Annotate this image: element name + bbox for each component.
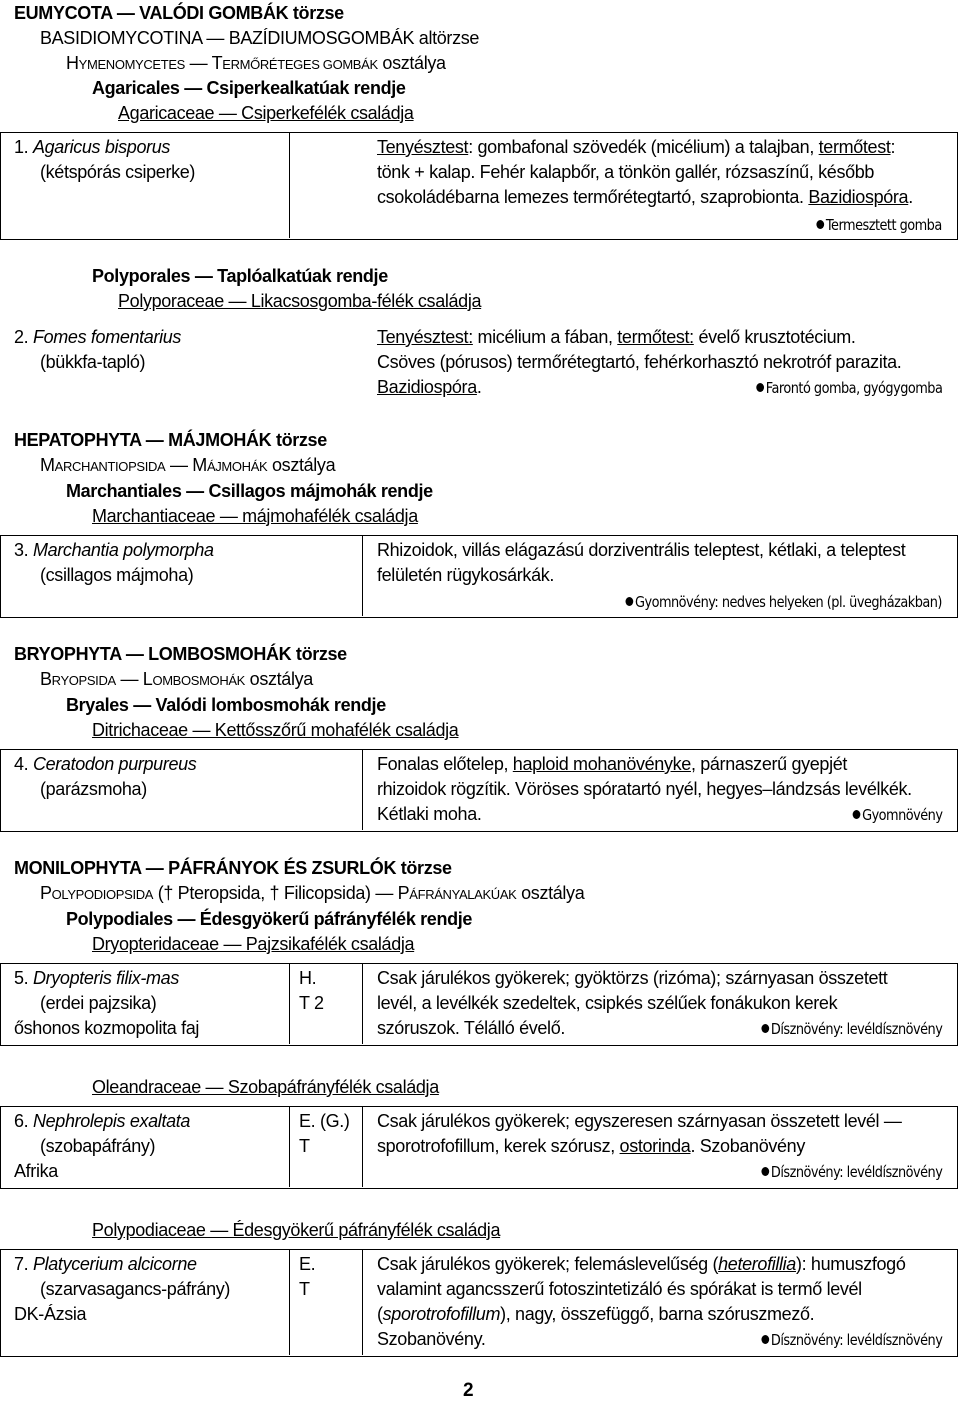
usage-tag: Gyomnövény — [852, 804, 942, 826]
column-divider — [289, 1249, 290, 1355]
family-heading-dryopteridaceae: Dryopteridaceae — Pajzsikafélék családja — [92, 934, 415, 954]
species-common-name: (parázsmoha) — [40, 779, 147, 799]
bullet-icon — [817, 220, 825, 229]
class-heading-liverworts: MARCHANTIOPSIDA — MÁJMOHÁK osztálya — [40, 455, 336, 475]
description-line: Szobanövény. — [377, 1329, 486, 1349]
family-heading-oleandraceae: Oleandraceae — Szobapáfrányfélék családja — [92, 1077, 439, 1097]
column-divider — [289, 963, 290, 1044]
description-line: rhizoidok rögzítik. Vöröses spóratartó nyél, hegyes–lándzsás levélkék. — [377, 779, 912, 799]
species-common-name: (csillagos májmoha) — [40, 565, 194, 585]
species-name: 2. Fomes fomentarius — [14, 327, 182, 347]
column-divider — [289, 132, 290, 238]
phylum-heading-ferns: MONILOPHYTA — PÁFRÁNYOK ÉS ZSURLÓK törzse — [14, 858, 452, 878]
page-number: 2 — [463, 1380, 474, 1401]
family-heading-liverworts: Marchantiaceae — májmohafélék családja — [92, 506, 418, 526]
usage-tag: Gyomnövény: nedves helyeken (pl. üvegházakban) — [626, 591, 942, 613]
family-heading-polypodiaceae: Polypodiaceae — Édesgyökerű páfrányfélék családja — [92, 1220, 501, 1240]
species-name: 5. Dryopteris filix-mas — [14, 968, 179, 988]
description-line: Rhizoidok, villás elágazású dorziventrális teleptest, kétlaki, a teleptest — [377, 540, 906, 560]
description-line: csokoládébarna lemezes termőrétegtartó, szaprobionta. Bazidiospóra. — [377, 187, 913, 207]
species-origin: őshonos kozmopolita faj — [14, 1018, 200, 1038]
description-line: levél, a levélkék szedeltek, csipkés szélűek fonákukon kerek — [377, 993, 838, 1013]
species-common-name: (szarvasagancs-páfrány) — [40, 1279, 231, 1299]
phylum-heading-mosses: BRYOPHYTA — LOMBOSMOHÁK törzse — [14, 644, 347, 664]
column-divider — [362, 963, 363, 1044]
class-heading-mosses: BRYOPSIDA — LOMBOSMOHÁK osztálya — [40, 669, 313, 689]
life-form-code: H. — [299, 968, 317, 988]
description-line: Csak járulékos gyökerek; gyöktörzs (rizóma); szárnyasan összetett — [377, 968, 888, 988]
description-line: Tenyésztest: micélium a fában, termőtest: évelő krusztotécium. — [377, 327, 856, 347]
description-line: (sporotrofofillum), nagy, összefüggő, barna szóruszmező. — [377, 1304, 815, 1324]
order-heading-liverworts: Marchantiales — Csillagos májmohák rendje — [66, 481, 433, 501]
family-heading-mosses: Ditrichaceae — Kettősszőrű mohafélék családja — [92, 720, 459, 740]
description-line: Kétlaki moha. — [377, 804, 482, 824]
usage-tag: Dísznövény: levéldísznövény — [761, 1018, 942, 1040]
usage-tag: Termesztett gomba — [817, 214, 942, 236]
column-divider — [289, 1106, 290, 1187]
species-common-name: (kétspórás csiperke) — [40, 162, 196, 182]
usage-tag: Dísznövény: levéldísznövény — [761, 1161, 942, 1183]
description-line: tönk + kalap. Fehér kalapbőr, a tönkön gallér, rózsaszínű, később — [377, 162, 875, 182]
order-heading-polyporales: Polyporales — Taplóalkatúak rendje — [92, 266, 388, 286]
description-line: felületén rügykosárkák. — [377, 565, 555, 585]
order-heading-fungi: Agaricales — Csiperkealkatúak rendje — [92, 78, 406, 98]
bullet-icon — [761, 1024, 769, 1033]
species-name: 7. Platycerium alcicorne — [14, 1254, 197, 1274]
life-form-code: T — [299, 1136, 310, 1156]
description-line: Fonalas előtelep, haploid mohanövényke, párnaszerű gyepjét — [377, 754, 848, 774]
species-origin: DK-Ázsia — [14, 1304, 87, 1324]
description-line: szóruszok. Télálló évelő. — [377, 1018, 566, 1038]
description-line: Csak járulékos gyökerek; egyszeresen szárnyasan összetett levél — — [377, 1111, 902, 1131]
description-line: sporotrofofillum, kerek szórusz, ostorinda. Szobanövény — [377, 1136, 805, 1156]
order-heading-mosses: Bryales — Valódi lombosmohák rendje — [66, 695, 386, 715]
column-divider — [362, 1106, 363, 1187]
bullet-icon — [852, 810, 860, 819]
family-heading-polyporaceae: Polyporaceae — Likacsosgomba-félék családja — [118, 291, 482, 311]
life-form-code: T — [299, 1279, 310, 1299]
life-form-code: E. — [299, 1254, 316, 1274]
species-name: 4. Ceratodon purpureus — [14, 754, 197, 774]
bullet-icon — [626, 597, 634, 606]
class-heading-fungi: HYMENOMYCETES — TERMŐRÉTEGES GOMBÁK osztálya — [66, 53, 446, 73]
subphylum-heading: BASIDIOMYCOTINA — BAZÍDIUMOSGOMBÁK altörzse — [40, 28, 480, 48]
bullet-icon — [756, 383, 764, 392]
phylum-heading-fungi: EUMYCOTA — VALÓDI GOMBÁK törzse — [14, 3, 344, 23]
species-origin: Afrika — [14, 1161, 58, 1181]
column-divider — [362, 1249, 363, 1355]
description-line: Csak járulékos gyökerek; felemáslevelűség (heterofillia): humuszfogó — [377, 1254, 906, 1274]
order-heading-ferns: Polypodiales — Édesgyökerű páfrányfélék rendje — [66, 909, 473, 929]
description-line: valamint agancsszerű fotoszintetizáló és spórákat is termő levél — [377, 1279, 862, 1299]
column-divider — [362, 535, 363, 616]
column-divider — [362, 749, 363, 830]
usage-tag: Dísznövény: levéldísznövény — [761, 1329, 942, 1351]
species-name: 3. Marchantia polymorpha — [14, 540, 214, 560]
species-common-name: (bükkfa-tapló) — [40, 352, 146, 372]
phylum-heading-liverworts: HEPATOPHYTA — MÁJMOHÁK törzse — [14, 430, 327, 450]
life-form-code: T 2 — [299, 993, 324, 1013]
description-line: Tenyésztest: gombafonal szövedék (micélium) a talajban, termőtest: — [377, 137, 896, 157]
species-name: 6. Nephrolepis exaltata — [14, 1111, 191, 1131]
family-heading-fungi: Agaricaceae — Csiperkefélék családja — [118, 103, 414, 123]
bullet-icon — [761, 1335, 769, 1344]
species-name: 1. Agaricus bisporus — [14, 137, 171, 157]
usage-tag: Farontó gomba, gyógygomba — [756, 377, 942, 399]
class-heading-ferns: POLYPODIOPSIDA († Pteropsida, † Filicopsida) — PÁFRÁNYALAKÚAK osztálya — [40, 883, 585, 903]
life-form-code: E. (G.) — [299, 1111, 350, 1131]
description-line: Csöves (pórusos) termőrétegtartó, fehérkorhasztó nekrotróf parazita. — [377, 352, 902, 372]
description-line: Bazidiospóra. — [377, 377, 482, 397]
species-common-name: (erdei pajzsika) — [40, 993, 157, 1013]
bullet-icon — [761, 1167, 769, 1176]
species-common-name: (szobapáfrány) — [40, 1136, 156, 1156]
